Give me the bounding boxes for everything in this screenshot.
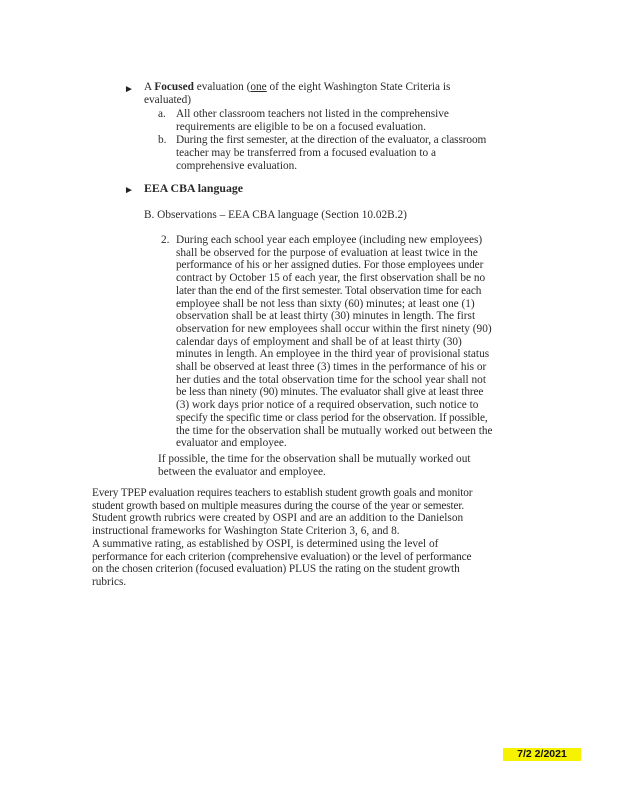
obs-line: observation for new employees shall occur within the first ninety (90) xyxy=(176,322,492,335)
tpep-line: student growth based on multiple measures during the course of the year or semester. xyxy=(92,499,465,512)
eea-cba-heading: EEA CBA language xyxy=(144,181,243,195)
item-a-line2: requirements are eligible to be on a focused evaluation. xyxy=(176,121,427,133)
tpep-line: performance for each criterion (comprehensive evaluation) or the level of performance xyxy=(92,550,472,563)
tpep-paragraph xyxy=(92,487,472,589)
section-b-heading: B. Observations – EEA CBA language (Section 10.02B.2) xyxy=(144,209,407,221)
obs-line: During each school year each employee (including new employees) xyxy=(176,234,483,246)
obs-line: evaluator and employee. xyxy=(176,437,287,450)
possible-line: If possible, the time for the observation shall be mutually worked out xyxy=(158,453,471,465)
item-b-line2: teacher may be transferred from a focused evaluation to a xyxy=(176,147,437,159)
obs-line: be less than ninety (90) minutes. The evaluator shall give at least three xyxy=(176,386,484,399)
focused-evaluation-line2: evaluated) xyxy=(144,94,192,106)
obs-line: shall be observed for the purpose of evaluation at least twice in the xyxy=(176,246,478,259)
tpep-line: Every TPEP evaluation requires teachers to establish student growth goals and monitor xyxy=(92,487,473,499)
obs-line: specify the specific time or class period for the observation. If possible, xyxy=(176,411,488,424)
if-possible-paragraph xyxy=(158,453,470,478)
focused-mid: evaluation ( xyxy=(193,81,251,93)
focused-evaluation-line xyxy=(144,81,450,94)
possible-line: between the evaluator and employee. xyxy=(158,465,326,478)
tpep-line: rubrics. xyxy=(92,575,127,588)
obs-line: calendar days of employment and shall be of at least thirty (30) xyxy=(176,335,462,348)
focused-post: of the eight Washington State Criteria is xyxy=(266,81,451,93)
obs-line: minutes in length. An employee in the third year of provisional status xyxy=(176,348,490,361)
list-marker-2: 2. xyxy=(161,234,170,246)
item-b-line3: comprehensive evaluation. xyxy=(176,160,298,172)
bullet-arrow-icon: ► xyxy=(124,185,134,196)
obs-line: performance of his or her assigned duties. For those employees under xyxy=(176,259,484,272)
observations-paragraph xyxy=(176,234,493,450)
obs-line: later than the end of the first semester. Total observation time for each xyxy=(176,284,482,297)
date-stamp: 7/2 2/2021 xyxy=(503,748,581,761)
focused-underline-one: one xyxy=(250,81,267,93)
obs-line: her duties and the total observation time for the school year shall not xyxy=(176,373,486,386)
obs-line: observation shall be at least thirty (30) minutes in length. The first xyxy=(176,310,476,323)
item-a-line1: All other classroom teachers not listed in the comprehensive xyxy=(176,108,449,120)
tpep-line: Student growth rubrics were created by OSPI and are an addition to the Danielson xyxy=(92,512,464,525)
focused-pre: A xyxy=(144,81,155,93)
obs-line: employee shall be not less than sixty (60) minutes; at least one (1) xyxy=(176,297,475,310)
tpep-line: instructional frameworks for Washington State Criterion 3, 6, and 8. xyxy=(92,525,400,538)
focused-bold: Focused xyxy=(154,81,194,93)
list-marker-b: b. xyxy=(158,134,167,146)
obs-line: the time for the observation shall be mutually worked out between the xyxy=(176,424,493,437)
obs-line: contract by October 15 of each year, the first observation shall be no xyxy=(176,272,486,285)
obs-line: shall be observed at least three (3) times in the performance of his or xyxy=(176,361,487,374)
tpep-line: A summative rating, as established by OSPI, is determined using the level of xyxy=(92,537,439,550)
tpep-line: on the chosen criterion (focused evaluation) PLUS the rating on the student growth xyxy=(92,563,460,576)
item-b-line1: During the first semester, at the direction of the evaluator, a classroom xyxy=(176,134,487,146)
bullet-arrow-icon: ► xyxy=(124,84,134,95)
list-marker-a: a. xyxy=(158,108,166,120)
obs-line: (3) work days prior notice of a required observation, such notice to xyxy=(176,399,479,412)
